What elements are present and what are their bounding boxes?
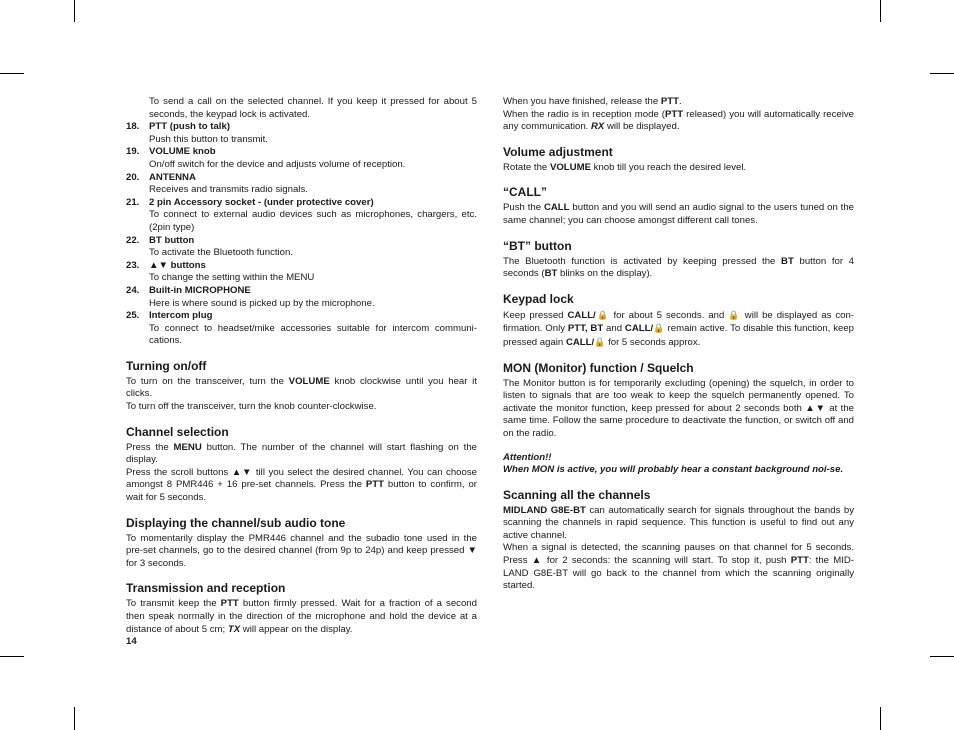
item-title: ANTENNA bbox=[149, 171, 196, 183]
item-title: BT button bbox=[149, 234, 195, 246]
right-column bbox=[503, 96, 854, 593]
crop-mark bbox=[0, 656, 24, 657]
crop-mark bbox=[930, 73, 954, 74]
section-heading-volume: Volume adjustment bbox=[503, 144, 613, 159]
paragraph: To turn on the transceiver, turn the VOLUME knob clockwise until you hear it clicks. bbox=[126, 375, 477, 400]
paragraph: The Monitor button is for temporarily excluding (opening) the squelch, in order to listen to signals that are too weak to keep the squelch permanently opened. To activate the monitor function, keep pressed for about 2 seconds both ▲▼ at the same time. Follow the same procedure to deactivate the function, or switch off and on the radio. bbox=[503, 377, 854, 439]
item-desc: To activate the Bluetooth function. bbox=[149, 247, 293, 259]
item-desc: Here is where sound is picked up by the microphone. bbox=[149, 297, 375, 309]
crop-mark bbox=[930, 656, 954, 657]
item-number: 18. bbox=[126, 121, 140, 133]
item-title: 2 pin Accessory socket - (under protective cover) bbox=[149, 196, 374, 208]
item-desc: To connect to external audio devices such as microphones, chargers, etc. (2pin type) bbox=[149, 209, 477, 233]
item-title: VOLUME knob bbox=[149, 146, 216, 158]
crop-mark bbox=[880, 0, 881, 22]
paragraph: To momentarily display the PMR446 channel and the subadio tone used in the pre-set channels, go to the desired channel (from 9p to 24p) and keep pressed ▼ for 3 seconds. bbox=[126, 532, 477, 569]
paragraph: Push the CALL button and you will send an audio signal to the users tuned on the same channel; you can choose amongst different call tones. bbox=[503, 202, 854, 226]
lock-icon: 🔒 bbox=[728, 309, 741, 320]
item-desc: To change the setting within the MENU bbox=[149, 272, 315, 284]
attention-label: Attention!! bbox=[503, 451, 552, 463]
intro-text: To send a call on the selected channel. If you keep it pressed for about 5 seconds, the keypad lock is activated. bbox=[149, 96, 477, 120]
item-number: 23. bbox=[126, 259, 140, 271]
section-heading-displaying: Displaying the channel/sub audio tone bbox=[126, 515, 346, 530]
crop-mark bbox=[880, 707, 881, 730]
section-heading-scanning: Scanning all the channels bbox=[503, 487, 651, 502]
paragraph: To turn off the transceiver, turn the knob counter-clockwise. bbox=[126, 401, 377, 413]
crop-mark bbox=[74, 0, 75, 22]
page-number: 14 bbox=[126, 636, 137, 648]
lock-icon: 🔒 bbox=[653, 323, 665, 334]
item-number: 21. bbox=[126, 196, 140, 208]
item-desc: Receives and transmits radio signals. bbox=[149, 184, 308, 196]
list-item bbox=[126, 260, 477, 285]
section-heading-channel: Channel selection bbox=[126, 424, 229, 439]
list-item bbox=[126, 285, 477, 310]
paragraph: Press the scroll buttons ▲▼ till you select the desired channel. You can choose amongst 8 PMR446 + 16 pre-set channels. Press the PTT button to confirm, or wait for 5 seconds. bbox=[126, 466, 478, 504]
section-heading-bt: “BT” button bbox=[503, 238, 572, 253]
item-number: 24. bbox=[126, 284, 140, 296]
warning-text: When MON is active, you will probably hear a constant background noi-se. bbox=[503, 464, 844, 476]
section-heading-call: “CALL” bbox=[503, 185, 547, 200]
list-item bbox=[126, 146, 477, 171]
list-item bbox=[126, 197, 477, 235]
paragraph: Press the MENU button. The number of the channel will start flashing on the display. bbox=[126, 441, 477, 466]
item-desc: On/off switch for the device and adjusts volume of reception. bbox=[149, 158, 406, 170]
section-heading-turning: Turning on/off bbox=[126, 358, 207, 373]
lock-icon: 🔒 bbox=[595, 309, 610, 320]
list-item bbox=[126, 235, 477, 260]
item-desc: Push this button to transmit. bbox=[149, 133, 268, 145]
paragraph: The Bluetooth function is activated by keeping pressed the BT button for 4 seconds (BT blinks on the display). bbox=[503, 255, 854, 280]
lock-icon: 🔒 bbox=[594, 336, 606, 347]
item-title: Intercom plug bbox=[149, 310, 213, 322]
paragraph: When the radio is in reception mode (PTT released) you will automatically receive any communication. RX will be displayed. bbox=[503, 108, 854, 133]
crop-mark bbox=[74, 707, 75, 730]
paragraph: MIDLAND G8E-BT can automatically search for signals throughout the bands by scanning the channels in rapid sequence. This function is useful to find out any active channel. bbox=[503, 504, 854, 541]
item-number: 19. bbox=[126, 146, 140, 158]
item-number: 25. bbox=[126, 310, 140, 322]
crop-mark bbox=[0, 73, 24, 74]
list-item bbox=[126, 310, 477, 348]
section-heading-transmission: Transmission and reception bbox=[126, 581, 286, 596]
item-desc: To connect to headset/mike accessories suitable for intercom communi-cations. bbox=[149, 322, 477, 347]
paragraph: When you have finished, release the PTT. bbox=[503, 96, 682, 107]
list-item bbox=[126, 172, 477, 197]
item-title: ▲▼ buttons bbox=[149, 259, 206, 271]
paragraph: To transmit keep the PTT button firmly pressed. Wait for a fraction of a second then speak normally in the direction of the microphone and hold the device at a distance of about 5 cm; TX will appear on the display. bbox=[126, 598, 477, 635]
paragraph: Rotate the VOLUME knob till you reach the desired level. bbox=[503, 161, 747, 173]
item-title: PTT (push to talk) bbox=[149, 121, 231, 133]
list-item bbox=[126, 121, 477, 146]
paragraph: Keep pressed CALL/🔒 for about 5 seconds. and 🔒 will be displayed as con-firmation. Only PTT, BT and CALL/🔒 remain active. To disable this function, keep pressed again CALL/🔒 for 5 seconds approx. bbox=[503, 309, 854, 348]
section-heading-keypad: Keypad lock bbox=[503, 291, 574, 306]
paragraph: When a signal is detected, the scanning pauses on that channel for 5 seconds. Press ▲ for 2 seconds: the scanning will start. To stop it, push PTT: the MID-LAND G8E-BT will go back to the channel from which the scanning originally started. bbox=[503, 542, 854, 592]
left-column bbox=[126, 96, 477, 649]
item-title: Built-in MICROPHONE bbox=[149, 284, 251, 296]
section-heading-mon: MON (Monitor) function / Squelch bbox=[503, 360, 694, 375]
item-number: 22. bbox=[126, 234, 140, 246]
item-number: 20. bbox=[126, 171, 140, 183]
